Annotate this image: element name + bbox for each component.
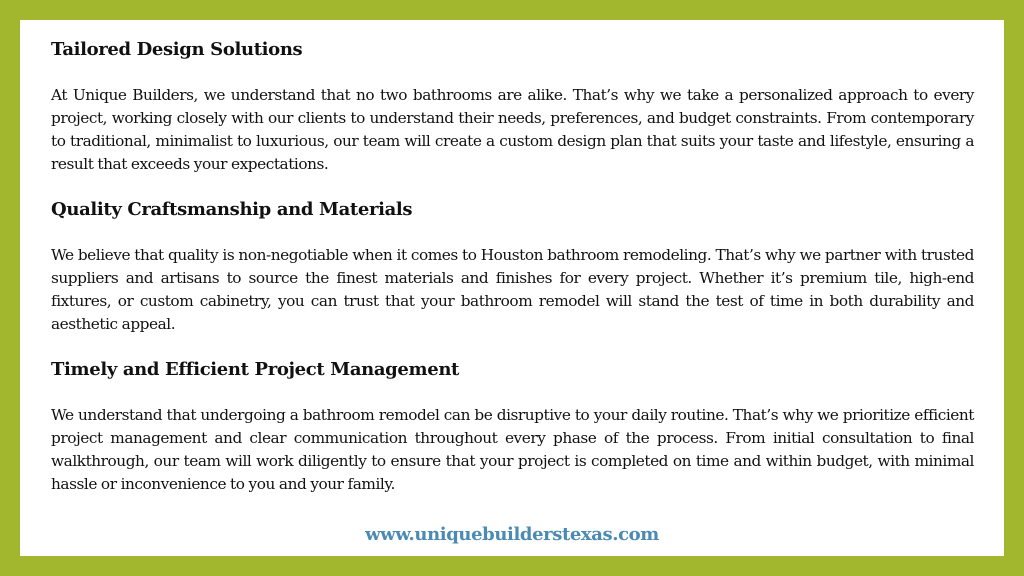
section-quality-craftsmanship bbox=[51, 198, 974, 336]
section-project-management bbox=[51, 358, 974, 496]
section-body: We understand that undergoing a bathroom remodel can be disruptive to your daily routine. That’s why we prioritize efficient project management and clear communication throughout every phase of the process. From initial consultation to final walkthrough, our team will work diligently to ensure that your project is completed on time and within budget, with minimal hassle or inconvenience to you and your family. bbox=[51, 406, 974, 493]
slide-content bbox=[20, 20, 1004, 556]
section-body: At Unique Builders, we understand that no two bathrooms are alike. That’s why we take a personalized approach to every project, working closely with our clients to understand their needs, preferences, and budget constraints. From contemporary to traditional, minimalist to luxurious, our team will create a custom design plan that suits your taste and lifestyle, ensuring a result that exceeds your expectations. bbox=[51, 86, 974, 173]
website-link[interactable]: www.uniquebuilderstexas.com bbox=[365, 524, 659, 545]
section-tailored-design bbox=[51, 38, 974, 176]
section-heading: Quality Craftsmanship and Materials bbox=[51, 199, 413, 220]
section-heading: Timely and Efficient Project Management bbox=[51, 359, 460, 380]
section-heading: Tailored Design Solutions bbox=[51, 39, 303, 60]
section-body: We believe that quality is non-negotiable when it comes to Houston bathroom remodeling. That’s why we partner with trusted suppliers and artisans to source the finest materials and finishes for every project. Whether it’s premium tile, high-end fixtures, or custom cabinetry, you can trust that your bathroom remodel will stand the test of time in both durability and aesthetic appeal. bbox=[51, 246, 974, 333]
